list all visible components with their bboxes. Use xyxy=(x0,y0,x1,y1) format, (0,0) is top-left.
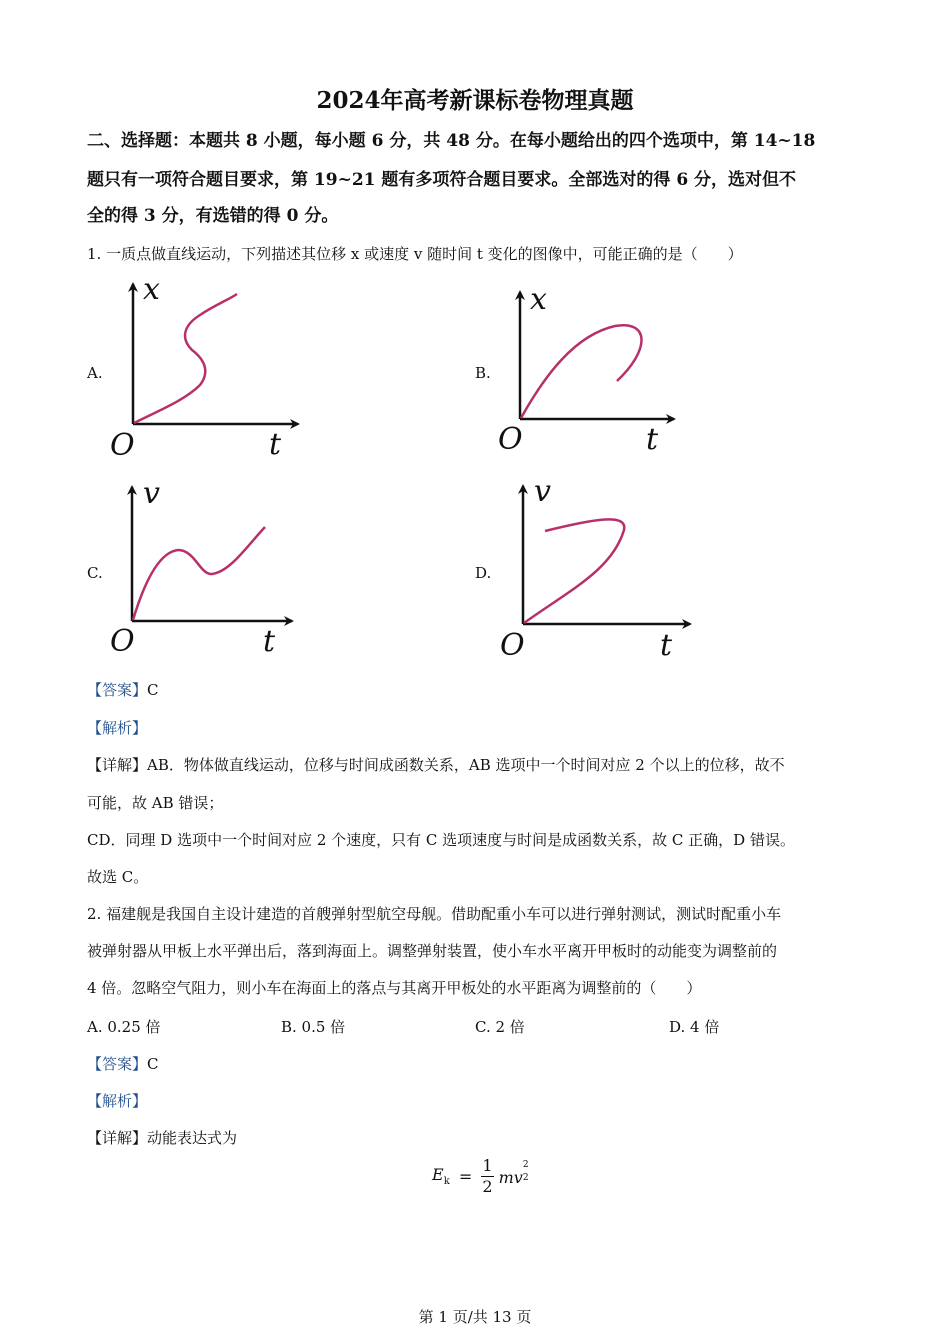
section-instructions-line-2: 题只有一项符合题目要求，第 19~21 题有多项符合题目要求。全部选对的得 6 分，选对但不 xyxy=(87,170,797,190)
detail-tag: 【详解】 xyxy=(87,756,148,774)
question-2-detail xyxy=(87,1128,867,1148)
question-2-line-1: 2. 福建舰是我国自主设计建造的首艘弹射型航空母舰。借助配重小车可以进行弹射测试，测试时配重小车 xyxy=(87,905,782,923)
answer-tag: 【答案】 xyxy=(87,1055,148,1073)
question-2-analysis-tag: 【解析】 xyxy=(87,1092,148,1110)
detail-text: 动能表达式为 xyxy=(147,1129,238,1147)
detail-tag: 【详解】 xyxy=(87,1129,148,1147)
answer-tag: 【答案】 xyxy=(87,681,148,699)
graph-a-x-label: t xyxy=(269,427,282,462)
question-2-option-d: D. 4 倍 xyxy=(669,1018,720,1036)
formula-lhs: E xyxy=(432,1165,444,1185)
question-1-answer xyxy=(87,680,867,700)
question-2-option-a: A. 0.25 倍 xyxy=(87,1018,161,1036)
formula-superscript: 2 xyxy=(522,1159,529,1170)
section-instructions-line-3: 全的得 3 分，有选错的得 0 分。 xyxy=(87,206,339,226)
graph-c-x-label: t xyxy=(263,624,276,659)
question-1-detail-line-2: 可能，故 AB 错误； xyxy=(87,794,224,812)
section-instructions-line-1: 二、选择题：本题共 8 小题，每小题 6 分，共 48 分。在每小题给出的四个选项中，第 14~18 xyxy=(87,131,816,151)
question-1-detail-line-1 xyxy=(87,755,867,775)
graph-b-origin: O xyxy=(498,422,523,457)
detail-text: AB．物体做直线运动，位移与时间成函数关系，AB 选项中一个时间对应 2 个以上的位移，故不 xyxy=(147,756,785,774)
option-a-label: A. xyxy=(87,364,103,382)
formula-denominator: 2 xyxy=(482,1177,493,1196)
graph-b-y-label: x xyxy=(530,282,547,317)
graph-a-curve xyxy=(134,294,237,423)
graph-c-origin: O xyxy=(110,624,135,659)
option-d-label: D. xyxy=(475,564,492,582)
formula-mv: mv xyxy=(498,1167,523,1187)
graph-c-curve xyxy=(133,527,265,620)
graph-a-y-label: x xyxy=(143,272,160,307)
formula-subscript: 2 xyxy=(522,1172,529,1183)
answer-value: C xyxy=(147,1055,159,1073)
graph-c-y-label: v xyxy=(143,476,160,511)
page-footer: 第 1 页/共 13 页 xyxy=(418,1308,532,1326)
question-1-analysis-tag: 【解析】 xyxy=(87,719,148,737)
graph-d-curve xyxy=(524,519,624,623)
formula-equals: = xyxy=(458,1167,473,1186)
question-2-line-3: 4 倍。忽略空气阻力，则小车在海面上的落点与其离开甲板处的水平距离为调整前的（ ） xyxy=(87,979,702,997)
graph-d-origin: O xyxy=(500,628,525,663)
graph-b-curve xyxy=(521,325,642,418)
question-2-line-2: 被弹射器从甲板上水平弹出后，落到海面上。调整弹射装置，使小车水平离开甲板时的动能变为调整前的 xyxy=(87,942,778,960)
question-1-detail-line-3: CD．同理 D 选项中一个时间对应 2 个速度，只有 C 选项速度与时间是成函数关系，故 C 正确，D 错误。 xyxy=(87,831,795,849)
formula-numerator: 1 xyxy=(482,1156,493,1175)
option-b-label: B. xyxy=(475,364,491,382)
graph-a-origin: O xyxy=(110,428,135,463)
question-1-detail-line-4: 故选 C。 xyxy=(87,868,149,886)
graph-d-y-label: v xyxy=(534,474,551,509)
page-title: 2024年高考新课标卷物理真题 xyxy=(316,87,634,114)
formula-lhs-sub: k xyxy=(443,1176,450,1188)
formula-fraction xyxy=(481,1156,493,1197)
option-c-label: C. xyxy=(87,564,103,582)
question-1-stem: 1. 一质点做直线运动，下列描述其位移 x 或速度 v 随时间 t 变化的图像中，可能正确的是（ ） xyxy=(87,245,743,263)
question-2-option-b: B. 0.5 倍 xyxy=(281,1018,346,1036)
answer-value: C xyxy=(147,681,159,699)
graph-d-x-label: t xyxy=(660,628,673,663)
question-2-option-c: C. 2 倍 xyxy=(475,1018,525,1036)
question-2-answer xyxy=(87,1054,867,1074)
graph-b-x-label: t xyxy=(646,422,659,457)
kinetic-energy-formula xyxy=(432,1156,531,1208)
